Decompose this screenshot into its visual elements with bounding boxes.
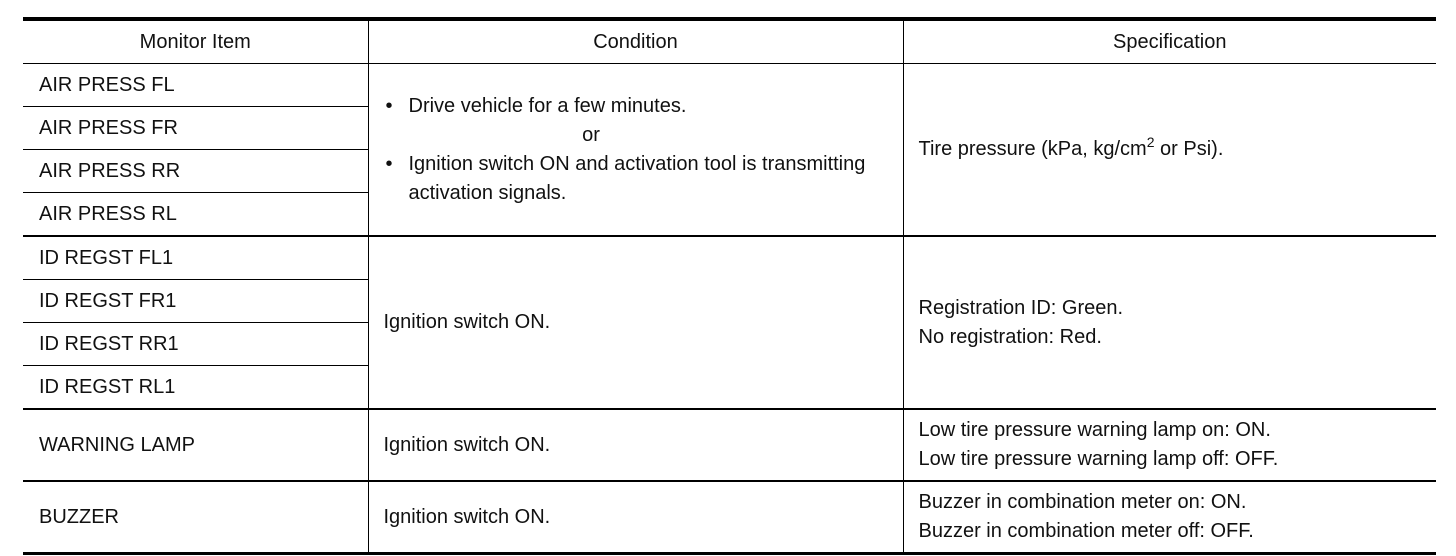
- spec-text-tail: or Psi).: [1154, 138, 1224, 160]
- monitor-item: BUZZER: [23, 481, 368, 554]
- spec-cell-buzzer: [903, 481, 1436, 554]
- monitor-item: WARNING LAMP: [23, 409, 368, 481]
- condition-bullet: • Ignition switch ON and activation tool is transmitting activation signals.: [384, 150, 889, 208]
- spec-line: Buzzer in combination meter off: OFF.: [918, 520, 1254, 542]
- monitor-spec-table: [23, 17, 1436, 555]
- header-specification: Specification: [903, 19, 1436, 64]
- header-condition: Condition: [368, 19, 903, 64]
- header-row: [23, 19, 1436, 64]
- spec-cell-warning: [903, 409, 1436, 481]
- condition-cell-air: [368, 64, 903, 237]
- table-row: [23, 481, 1436, 554]
- table-row: [23, 64, 1436, 107]
- spec-cell-air: [903, 64, 1436, 237]
- condition-bullets: [384, 92, 889, 121]
- spec-line: No registration: Red.: [918, 325, 1102, 348]
- monitor-item: ID REGST RL1: [23, 366, 368, 410]
- condition-bullet: • Drive vehicle for a few minutes.: [384, 92, 889, 121]
- spec-line: Registration ID: Green.: [918, 296, 1124, 319]
- monitor-item: AIR PRESS RL: [23, 193, 368, 237]
- condition-cell-id: Ignition switch ON.: [368, 236, 903, 409]
- condition-or: or: [582, 123, 600, 146]
- condition-cell-buzzer: Ignition switch ON.: [368, 481, 903, 554]
- condition-cell-warning: Ignition switch ON.: [368, 409, 903, 481]
- table-row: [23, 236, 1436, 280]
- table-row: [23, 409, 1436, 481]
- monitor-item: ID REGST FR1: [23, 280, 368, 323]
- header-monitor-item: Monitor Item: [23, 19, 368, 64]
- monitor-item: AIR PRESS FR: [23, 107, 368, 150]
- spec-superscript: 2: [1146, 134, 1155, 150]
- condition-bullets-2: [384, 150, 889, 208]
- spec-text: Tire pressure (kPa, kg/cm: [918, 138, 1147, 160]
- monitor-item: AIR PRESS FL: [23, 64, 368, 107]
- spec-line: Low tire pressure warning lamp off: OFF.: [918, 448, 1279, 470]
- spec-line: Buzzer in combination meter on: ON.: [918, 491, 1247, 513]
- spec-cell-id: [903, 236, 1436, 409]
- monitor-item: AIR PRESS RR: [23, 150, 368, 193]
- monitor-item: ID REGST RR1: [23, 323, 368, 366]
- spec-line: Low tire pressure warning lamp on: ON.: [918, 419, 1271, 441]
- monitor-item: ID REGST FL1: [23, 236, 368, 280]
